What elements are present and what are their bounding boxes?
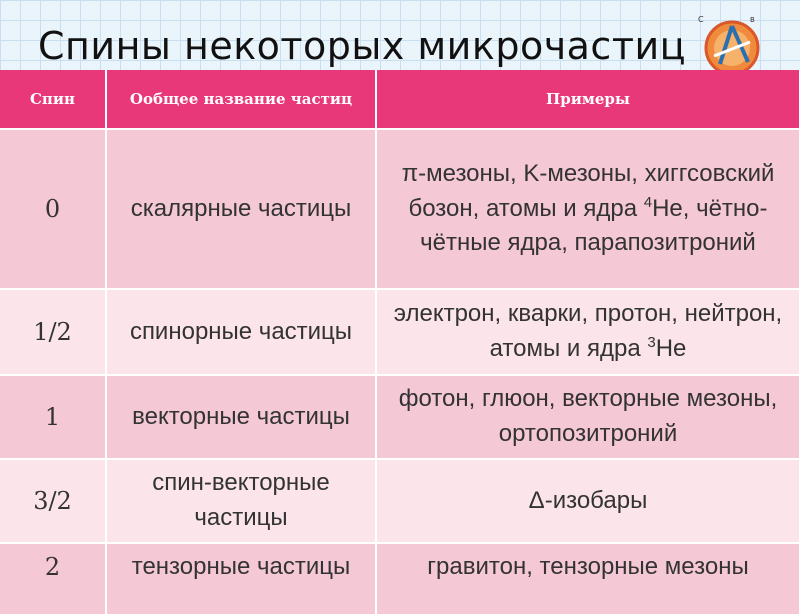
svg-text:C: C: [698, 15, 704, 24]
header-examples: Примеры: [376, 70, 800, 129]
table-row: [0, 375, 800, 459]
table-row: [0, 289, 800, 375]
examples-cell: [376, 129, 800, 289]
examples-cell: [376, 289, 800, 375]
name-cell: тензорные частицы: [106, 543, 376, 614]
table-row: [0, 543, 800, 614]
examples-text: электрон, кварки, протон, нейтрон, атомы и ядра: [393, 300, 783, 362]
svg-text:B: B: [750, 16, 755, 24]
spin-cell: 1: [0, 375, 106, 459]
spin-cell: 1/2: [0, 289, 106, 375]
examples-text-cont: He, чётно-чётные ядра, парапозитроний: [420, 194, 768, 257]
table-row: [0, 459, 800, 543]
isotope-superscript: 3: [647, 334, 656, 351]
spin-cell: 2: [0, 543, 106, 614]
examples-cell: [376, 375, 800, 459]
examples-cell: [376, 459, 800, 543]
examples-text: Δ-изобары: [528, 486, 648, 514]
examples-text: гравитон, тензорные мезоны: [427, 553, 749, 580]
spins-table: [0, 70, 800, 614]
spin-cell: 3/2: [0, 459, 106, 543]
header-spin: Спин: [0, 70, 106, 129]
compass-logo-icon: [692, 12, 768, 70]
examples-text-cont: He: [655, 335, 687, 362]
name-cell: спинорные частицы: [106, 289, 376, 375]
examples-cell: [376, 543, 800, 614]
page-title: Спины некоторых микрочастиц: [38, 24, 687, 68]
table-header-row: [0, 70, 800, 129]
examples-text: фотон, глюон, векторные мезоны, ортопозитроний: [398, 385, 778, 447]
header-name: Ообщее название частиц: [106, 70, 376, 129]
name-cell: скалярные частицы: [106, 129, 376, 289]
name-cell: спин-векторные частицы: [106, 459, 376, 543]
name-cell: векторные частицы: [106, 375, 376, 459]
examples-text: π-мезоны, K-мезоны, хиггсовский бозон, атомы и ядра: [401, 159, 775, 222]
spin-cell: 0: [0, 129, 106, 289]
isotope-superscript: 4: [643, 193, 653, 211]
table-row: [0, 129, 800, 289]
